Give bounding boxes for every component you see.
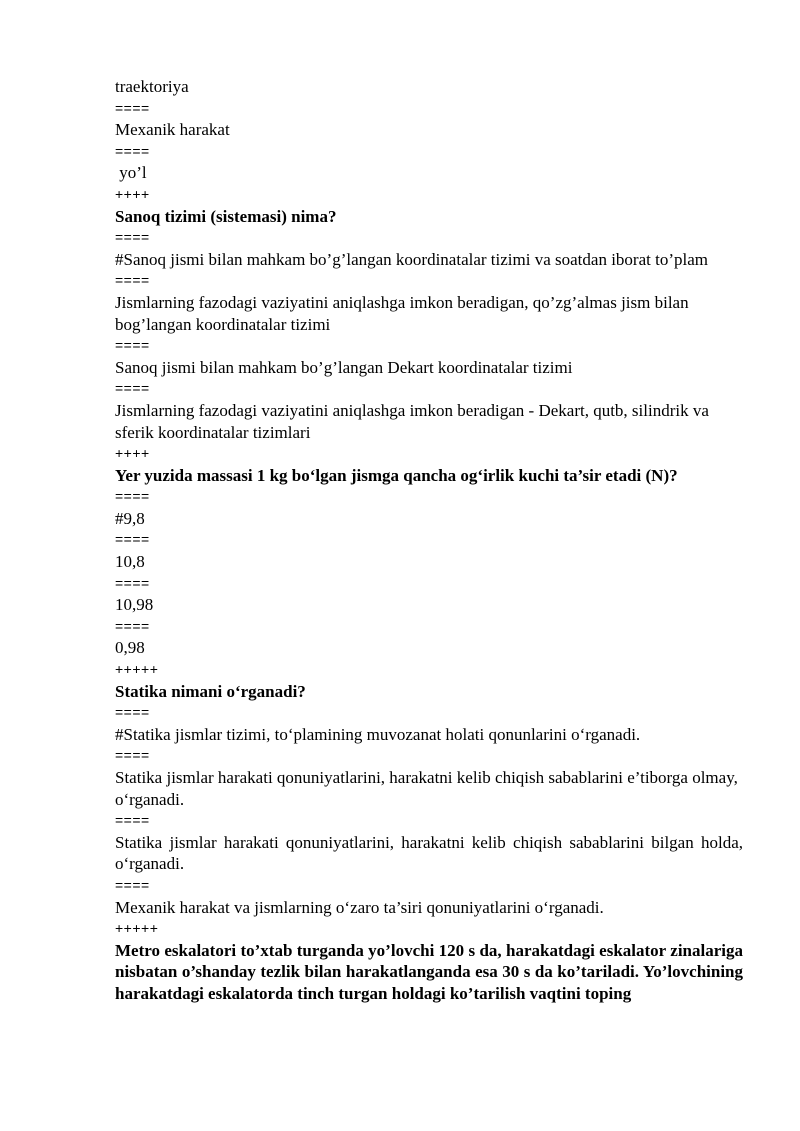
answer-option: #9,8 (115, 508, 145, 528)
answer-option: 10,98 (115, 595, 154, 615)
answer-option: traektoriya (115, 77, 189, 96)
separator-marker: ==== (115, 531, 150, 548)
answer-option: Jismlarning fazodagi vaziyatini aniqlashga imkon beradigan - Dekart, qutb, silindrik va sferik koordinatalar tizimlari (115, 400, 714, 442)
question-text: Statika nimani o‘rganadi? (115, 681, 306, 701)
separator-marker: ++++ (115, 185, 150, 202)
question-text: Yer yuzida massasi 1 kg bo‘lgan jismga qancha og‘irlik kuchi ta’sir etadi (N)? (115, 465, 678, 485)
separator-marker: ++++ (115, 445, 150, 462)
answer-option: Statika jismlar harakati qonuniyatlarini, harakatni kelib chiqish sabablarini bilgan holda, o‘rganadi. (115, 832, 748, 874)
answer-option: 0,98 (115, 638, 145, 658)
answer-option: Sanoq jismi bilan mahkam bo’g’langan Dekart koordinatalar tizimi (115, 357, 573, 377)
separator-marker: ==== (115, 488, 150, 505)
separator-marker: ==== (115, 574, 150, 591)
separator-marker: ==== (115, 876, 150, 893)
separator-marker: ==== (115, 272, 150, 289)
answer-option: Statika jismlar harakati qonuniyatlarini, harakatni kelib chiqish sabablarini e’tiborga olmay, o‘rganadi. (115, 768, 743, 809)
separator-marker: ==== (115, 337, 150, 354)
answer-option: Jismlarning fazodagi vaziyatini aniqlashga imkon beradigan, qo’zg’almas jism bilan bog’langan koordinatalar tizimi (115, 292, 693, 334)
separator-marker: ==== (115, 142, 150, 159)
answer-option: yo’l (115, 163, 147, 183)
separator-marker: ==== (115, 812, 150, 829)
separator-marker: +++++ (115, 920, 159, 937)
question-text: Metro eskalatori to’xtab turganda yo’lovchi 120 s da, harakatdagi eskalator zinalariga nisbatan o’shanday tezlik bilan harakatlanganda esa 30 s da ko’tariladi. Yo’lovchining harakatdagi eskalatorda tinch turgan holdagi ko’tarilish vaqtini toping (115, 940, 748, 1003)
separator-marker: ==== (115, 747, 150, 764)
document-page (115, 76, 748, 1005)
answer-option: #Statika jismlar tizimi, to‘plamining muvozanat holati qonunlarini o‘rganadi. (115, 724, 641, 744)
separator-marker: +++++ (115, 661, 159, 678)
question-text: Sanoq tizimi (sistemasi) nima? (115, 206, 337, 226)
answer-option: #Sanoq jismi bilan mahkam bo’g’langan koordinatalar tizimi va soatdan iborat to’plam (115, 249, 708, 269)
answer-option: Mexanik harakat (115, 120, 230, 140)
answer-option: 10,8 (115, 552, 145, 572)
separator-marker: ==== (115, 99, 150, 116)
separator-marker: ==== (115, 380, 150, 397)
separator-marker: ==== (115, 617, 150, 634)
separator-marker: ==== (115, 704, 150, 721)
separator-marker: ==== (115, 229, 150, 246)
answer-option: Mexanik harakat va jismlarning o‘zaro ta’siri qonuniyatlarini o‘rganadi. (115, 897, 604, 917)
